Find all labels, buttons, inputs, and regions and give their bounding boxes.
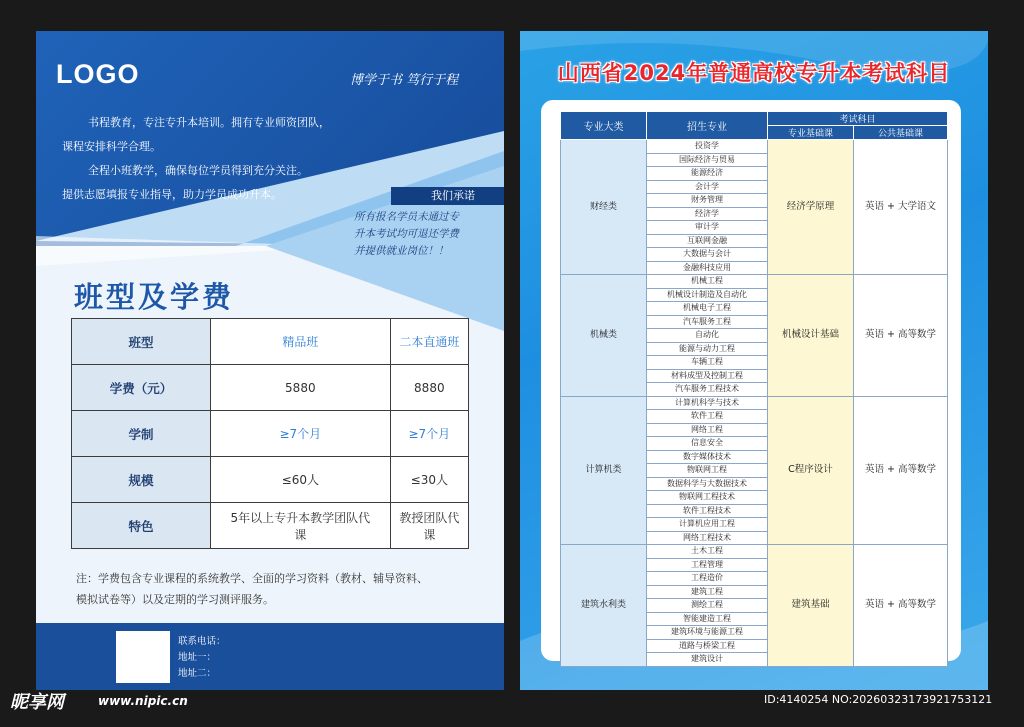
intro-line: 全程小班教学，确保每位学员得到充分关注。 <box>88 164 308 177</box>
major-cell: 软件工程技术 <box>647 504 768 518</box>
fee-cell: ≤30人 <box>390 457 468 503</box>
major-cell: 计算机应用工程 <box>647 518 768 532</box>
major-cell: 审计学 <box>647 221 768 235</box>
note-line: 注：学费包含专业课程的系统教学、全面的学习资料（教材、辅导资料、 <box>76 572 428 585</box>
table-row <box>72 457 469 503</box>
promise-line: 升本考试均可退还学费 <box>354 228 459 240</box>
table-row <box>72 319 469 365</box>
promise-line: 并提供就业岗位！！ <box>354 245 449 257</box>
promise-title: 我们承诺 <box>391 187 504 205</box>
public-course-cell: 英语 + 高等数学 <box>854 396 948 545</box>
category-cell: 财经类 <box>561 140 647 275</box>
motto: 博学于书 笃行于程 <box>350 73 459 88</box>
fee-row-label: 学费（元） <box>72 365 211 411</box>
fee-cell: 8880 <box>390 365 468 411</box>
major-cell: 经济学 <box>647 207 768 221</box>
major-cell: 网络工程技术 <box>647 531 768 545</box>
major-cell: 土木工程 <box>647 545 768 559</box>
section-title: 班型及学费 <box>74 280 235 314</box>
major-cell: 智能建造工程 <box>647 612 768 626</box>
watermark-id: ID:4140254 NO:20260323173921753121 <box>764 693 993 706</box>
fee-row-label: 规模 <box>72 457 211 503</box>
fee-header-cell: 二本直通班 <box>390 319 468 365</box>
major-cell: 数字媒体技术 <box>647 450 768 464</box>
public-course-cell: 英语 + 大学语文 <box>854 140 948 275</box>
major-cell: 软件工程 <box>647 410 768 424</box>
major-cell: 材料成型及控制工程 <box>647 369 768 383</box>
fee-cell: 5年以上专升本教学团队代课 <box>211 503 391 549</box>
major-cell: 金融科技应用 <box>647 261 768 275</box>
promise-line: 所有报名学员未通过专 <box>354 211 459 223</box>
major-cell: 机械设计制造及自动化 <box>647 288 768 302</box>
fee-cell: ≥7个月 <box>211 411 391 457</box>
subjects-table <box>560 111 948 667</box>
major-cell: 建筑设计 <box>647 653 768 667</box>
intro-line: 提供志愿填报专业指导，助力学员成功升本。 <box>62 188 282 201</box>
public-course-cell: 英语 + 高等数学 <box>854 545 948 667</box>
category-cell: 机械类 <box>561 275 647 397</box>
table-row <box>72 365 469 411</box>
major-cell: 物联网工程技术 <box>647 491 768 505</box>
table-row <box>72 411 469 457</box>
header-major: 招生专业 <box>647 112 768 140</box>
major-cell: 互联网金融 <box>647 234 768 248</box>
promise-text <box>354 209 500 260</box>
base-course-cell: 机械设计基础 <box>768 275 854 397</box>
major-cell: 汽车服务工程 <box>647 315 768 329</box>
fee-header-cell: 精品班 <box>211 319 391 365</box>
major-cell: 投资学 <box>647 140 768 154</box>
major-cell: 大数据与会计 <box>647 248 768 262</box>
major-cell: 能源与动力工程 <box>647 342 768 356</box>
major-cell: 建筑工程 <box>647 585 768 599</box>
intro-line: 书程教育，专注专升本培训。拥有专业师资团队， <box>88 116 330 129</box>
qr-code-placeholder <box>116 631 170 683</box>
header-exam: 考试科目 <box>768 112 948 126</box>
table-row <box>561 545 948 559</box>
fee-row-label: 特色 <box>72 503 211 549</box>
contact-phone-label: 联系电话： <box>178 636 226 647</box>
contact-address2-label: 地址二： <box>178 668 217 679</box>
base-course-cell: 建筑基础 <box>768 545 854 667</box>
major-cell: 机械电子工程 <box>647 302 768 316</box>
intro-line: 课程安排科学合理。 <box>62 140 161 153</box>
header-public: 公共基础课 <box>854 126 948 140</box>
fee-cell: 教授团队代课 <box>390 503 468 549</box>
watermark-logo: 昵享网 <box>10 692 64 713</box>
table-row <box>561 275 948 289</box>
fee-cell: 5880 <box>211 365 391 411</box>
header-category: 专业大类 <box>561 112 647 140</box>
logo: LOGO <box>56 59 140 89</box>
major-cell: 测绘工程 <box>647 599 768 613</box>
major-cell: 道路与桥梁工程 <box>647 639 768 653</box>
fee-cell: ≤60人 <box>211 457 391 503</box>
category-cell: 计算机类 <box>561 396 647 545</box>
fee-row-label: 学制 <box>72 411 211 457</box>
public-course-cell: 英语 + 高等数学 <box>854 275 948 397</box>
left-flyer-panel <box>36 31 504 690</box>
table-row <box>561 140 948 154</box>
major-cell: 工程管理 <box>647 558 768 572</box>
page-title: 山西省2024年普通高校专升本考试科目 <box>557 61 951 85</box>
major-cell: 数据科学与大数据技术 <box>647 477 768 491</box>
major-cell: 国际经济与贸易 <box>647 153 768 167</box>
major-cell: 计算机科学与技术 <box>647 396 768 410</box>
footer-bar <box>36 623 504 690</box>
category-cell: 建筑水利类 <box>561 545 647 667</box>
contact-info <box>178 634 226 682</box>
note-line: 模拟试卷等）以及定期的学习测评服务。 <box>76 593 274 606</box>
table-row <box>72 503 469 549</box>
major-cell: 会计学 <box>647 180 768 194</box>
major-cell: 财务管理 <box>647 194 768 208</box>
contact-address1-label: 地址一： <box>178 652 217 663</box>
major-cell: 网络工程 <box>647 423 768 437</box>
major-cell: 汽车服务工程技术 <box>647 383 768 397</box>
base-course-cell: 经济学原理 <box>768 140 854 275</box>
watermark-url: www.nipic.cn <box>98 694 188 708</box>
major-cell: 车辆工程 <box>647 356 768 370</box>
major-cell: 物联网工程 <box>647 464 768 478</box>
table-header-row <box>561 112 948 126</box>
fee-cell: ≥7个月 <box>390 411 468 457</box>
table-row <box>561 396 948 410</box>
fee-note <box>76 568 476 610</box>
header-base: 专业基础课 <box>768 126 854 140</box>
intro-text <box>62 111 392 207</box>
fee-header-cell: 班型 <box>72 319 211 365</box>
major-cell: 自动化 <box>647 329 768 343</box>
major-cell: 能源经济 <box>647 167 768 181</box>
fee-table <box>71 318 469 549</box>
base-course-cell: C程序设计 <box>768 396 854 545</box>
major-cell: 工程造价 <box>647 572 768 586</box>
major-cell: 信息安全 <box>647 437 768 451</box>
major-cell: 机械工程 <box>647 275 768 289</box>
major-cell: 建筑环境与能源工程 <box>647 626 768 640</box>
